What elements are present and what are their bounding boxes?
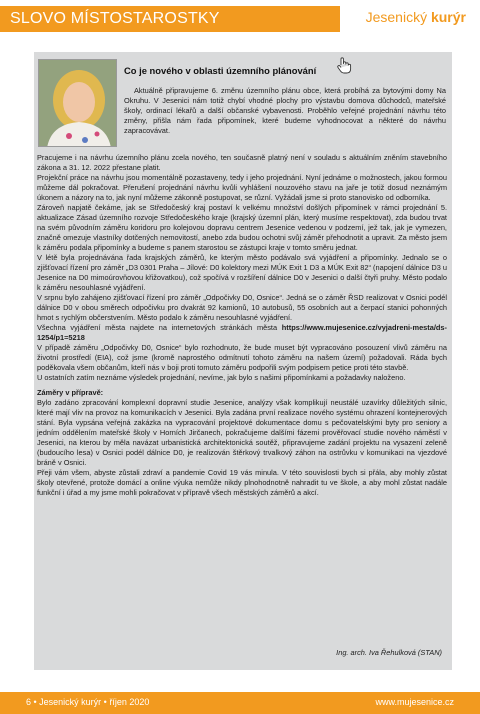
body-paragraph: Zároveň napjatě čekáme, jak se Středočeský kraj postaví k velkému množství došlých připomínek v rámci projednání 5. aktualizace Zásad územního rozvoje Středočeského kraje (krajský územní plán, který musíme respektovat), zda budou trvat na svém původním záměru koridoru pro kolejovou dopravu centrem Jesenice vedenou v podzemí, jež tak, jak je vymezen, značně omezuje vlastníky dotčených nemovitostí, anebo zda budou ochotni svůj záměr přehodnotit a upravit. Za město jsem k záměru podala připomínky a budeme s panem starostou se zástupci kraje v tomto směru jednat. <box>37 203 447 252</box>
page-header <box>0 0 480 38</box>
body-paragraph: Bylo zadáno zpracování komplexní dopravní studie Jesenice, analýzy však komplikují neustálé uzavírky důležitých silnic, které mají vliv na provoz na komunikacích v Jesenici. Byla zadána první realizace nového systému ohrazení kontejnerových stání. Byla vypsána veřejná zakázka na vypracování projektové dokumentace domu s pečovatelskými byty pro seniory a jedním oddělením mateřské školy v Horních Jirčanech, pokračujeme dalšími fázemi prověřovací studie nového náměstí v Jesenici, na kterou by měla navázat urbanistická architektonická soutěž, připravujeme zadání projektu na vysazení zeleně (budoucího lesa) v Osnici podél dálnice D0, je realizován štěrkový trvalkový záhon na ostrůvku v komunikaci na vjezdové bráně v Osnici. <box>37 398 447 467</box>
city-website-link[interactable]: https://www.mujesenice.cz/vyjadreni-mesta/ds-1254/p1=5218 <box>37 323 448 342</box>
article-panel <box>34 52 452 670</box>
body-paragraph: V létě byla projednávána řada krajských záměrů, ke kterým město podávalo svá vyjádření a připomínky. Jednalo se o zjišťovací řízení pro záměr „D3 0301 Praha – Jílové: D0 kolektory mezi MÚK Exit 1 D3 a MÚK Exit 82“ (napojení dálnice D3 u Jesenice na D0 mimoúrovňovou křižovatkou), což spočívá v rozšíření dálnice D0 v Jesenici o další čtyři pruhy. Město podalo k záměru nesouhlasné vyjádření. <box>37 253 447 292</box>
footer-issue-info: 6 • Jesenický kurýr • říjen 2020 <box>26 697 150 707</box>
page-footer <box>0 692 480 714</box>
portrait-illustration <box>39 60 117 147</box>
author-photo <box>38 59 117 147</box>
body-paragraph: V případě záměru „Odpočivky D0, Osnice“ bylo rozhodnuto, že bude muset být vypracováno posouzení vlivů záměru na životní prostředí (EIA), což jsme (kromě naprostého odmítnutí tohoto záměru na našem území) požadovali. Ráda bych poděkovala všem občanům, kteří nás v boji proti tomuto záměru podpořili svým podpisem petice proti této stavbě. <box>37 343 447 372</box>
hand-pointer-icon <box>336 56 352 74</box>
url-paragraph <box>37 323 447 343</box>
body-paragraph: Projekční práce na návrhu jsou momentálně pozastaveny, tedy i jeho projednání. Nyní jednáme o možnostech, jakou formou můžeme dál pokračovat. Přerušení projednání návrhu kvůli vyhlášení nouzového stavu na jaře je totiž dosud neznámým úkonem a názory na to, jak nyní můžeme zákonně postupovat, se různí. Vyžádali jsme si proto stanovisko od odborníka. <box>37 173 447 202</box>
footer-website-link[interactable]: www.mujesenice.cz <box>375 697 454 707</box>
section-title: SLOVO MÍSTOSTAROSTKY <box>10 10 220 27</box>
brand-regular: Jesenický <box>365 9 428 25</box>
lead-paragraph: Aktuálně připravujeme 6. změnu územního plánu obce, která probíhá za bytovými domy Na Okruhu. V Jesenici nám totiž chybí vhodné plochy pro výstavbu domova důchodců, mateřské školy, ordinací lékařů a další občanské vybavenosti. Proběhlo veřejné projednání návrhu této změny, přišla nám řada připomínek, které budeme vyhodnocovat a některé do návrhu zapracovávat. <box>124 86 446 135</box>
author-signature: Ing. arch. Iva Řehulková (STAN) <box>336 648 442 657</box>
body-paragraph: Přeji vám všem, abyste zůstali zdraví a pandemie Covid 19 vás minula. V této souvislosti bych si přála, aby mohly zůstat školy otevřené, protože domácí a online výuka nemůže nikdy plnohodnotně nahradit tu ve škole, a aby mohl zůstat nadále funkční i úřad a my jsme mohli pokračovat v přípravě všech městských záměrů a akcí. <box>37 468 447 497</box>
article-lead <box>124 86 446 136</box>
article-title: Co je nového v oblasti územního plánování <box>124 65 317 76</box>
body-paragraph: V srpnu bylo zahájeno zjišťovací řízení pro záměr „Odpočivky D0, Osnice“. Jedná se o záměr ŘSD realizovat v Osnici podél dálnice D0 v obou směrech odpočivku pro dvakrát 92 kamionů, 10 autobusů, 55 osobních aut a čerpací stanici pohonných hmot s rychlým občerstvením. Město podalo k záměru nesouhlasné vyjádření. <box>37 293 447 322</box>
brand-bold: kurýr <box>430 9 466 25</box>
article-body <box>37 153 447 498</box>
body-paragraph: Pracujeme i na návrhu územního plánu zcela nového, ten současně platný není v souladu s aktuálním zněním stavebního zákona a 31. 12. 2022 přestane platit. <box>37 153 447 172</box>
magazine-brand <box>366 9 466 25</box>
url-intro: Všechna vyjádření města najdete na internetových stránkách města <box>37 323 278 332</box>
subheading: Záměry v přípravě: <box>37 388 104 397</box>
body-paragraph: U ostatních zatím neznáme výsledek projednání, nevíme, jak bylo s našimi připomínkami a požadavky naloženo. <box>37 373 406 382</box>
